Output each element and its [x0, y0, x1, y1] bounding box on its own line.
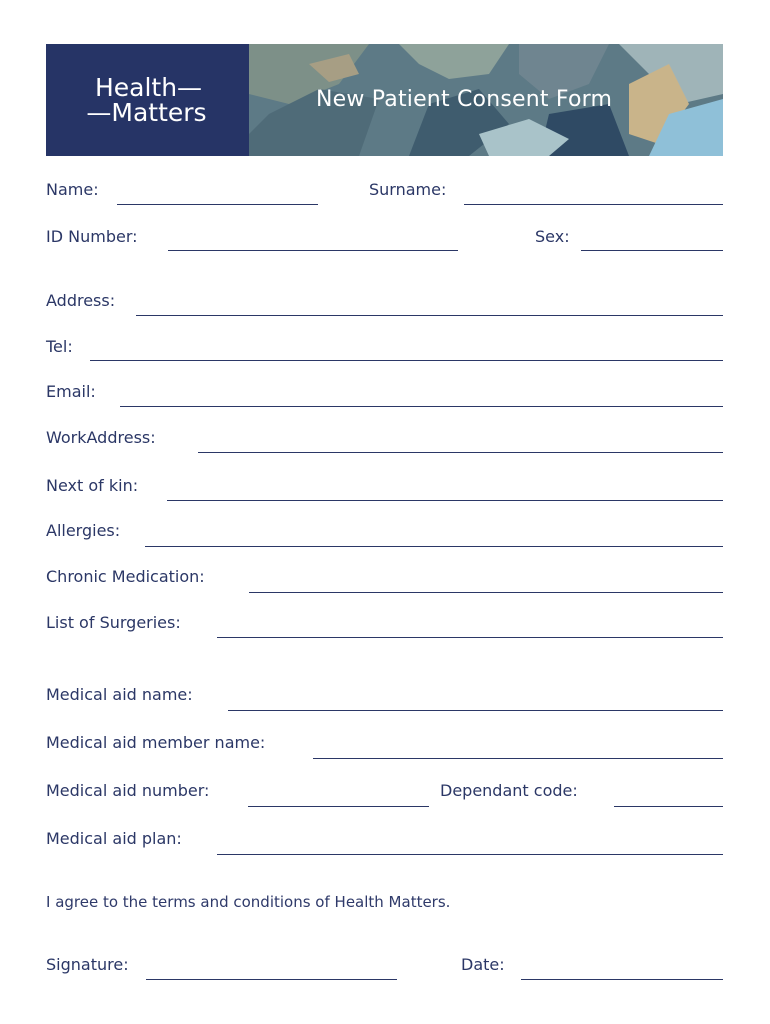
sex-field[interactable] [581, 250, 723, 251]
date-label: Date: [461, 955, 505, 974]
header-banner [249, 44, 723, 156]
medical-aid-number-label: Medical aid number: [46, 781, 210, 800]
dependant-code-label: Dependant code: [440, 781, 578, 800]
address-label: Address: [46, 291, 116, 310]
medical-aid-name-field[interactable] [228, 710, 723, 711]
logo-line-2: —Matters [86, 98, 207, 127]
form-title: New Patient Consent Form [316, 87, 613, 112]
medical-aid-plan-field[interactable] [217, 854, 723, 855]
logo-line-1: Health— [94, 73, 203, 102]
medical-aid-plan-label: Medical aid plan: [46, 829, 182, 848]
tel-field[interactable] [90, 360, 723, 361]
work-address-field[interactable] [198, 452, 723, 453]
tel-label: Tel: [46, 337, 73, 356]
list-of-surgeries-label: List of Surgeries: [46, 613, 181, 632]
address-field[interactable] [136, 315, 723, 316]
next-of-kin-field[interactable] [167, 500, 723, 501]
name-field[interactable] [117, 204, 318, 205]
medical-aid-name-label: Medical aid name: [46, 685, 193, 704]
surname-field[interactable] [464, 204, 723, 205]
medical-aid-number-field[interactable] [248, 806, 429, 807]
name-label: Name: [46, 180, 99, 199]
form-header [46, 44, 723, 156]
agreement-text: I agree to the terms and conditions of Health Matters. [46, 893, 451, 911]
signature-field[interactable] [146, 979, 397, 980]
brand-logo [46, 44, 249, 156]
chronic-medication-label: Chronic Medication: [46, 567, 205, 586]
list-of-surgeries-field[interactable] [217, 637, 723, 638]
allergies-label: Allergies: [46, 521, 121, 540]
chronic-medication-field[interactable] [249, 592, 723, 593]
medical-aid-member-name-field[interactable] [313, 758, 723, 759]
next-of-kin-label: Next of kin: [46, 476, 139, 495]
id-number-label: ID Number: [46, 227, 138, 246]
sex-label: Sex: [535, 227, 570, 246]
medical-aid-member-name-label: Medical aid member name: [46, 733, 266, 752]
id-number-field[interactable] [168, 250, 458, 251]
allergies-field[interactable] [145, 546, 723, 547]
signature-label: Signature: [46, 955, 129, 974]
surname-label: Surname: [369, 180, 447, 199]
dependant-code-field[interactable] [614, 806, 723, 807]
work-address-label: WorkAddress: [46, 428, 156, 447]
email-field[interactable] [120, 406, 723, 407]
date-field[interactable] [521, 979, 723, 980]
email-label: Email: [46, 382, 96, 401]
